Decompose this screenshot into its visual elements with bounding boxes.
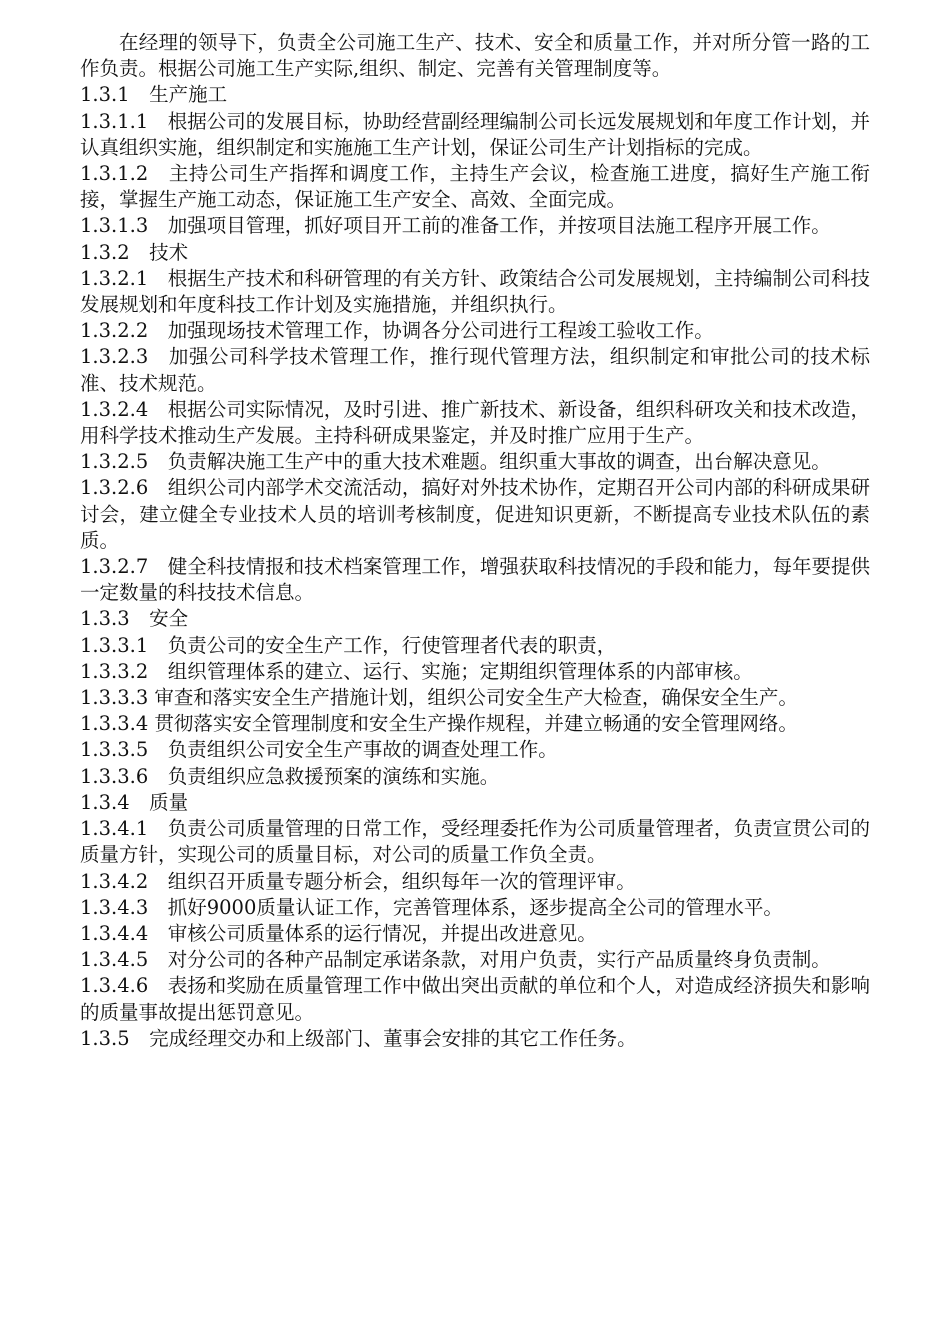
clause-1-3-1-1: 1.3.1.1 根据公司的发展目标，协助经营副经理编制公司长远发展规划和年度工作计划，并认真组织实施，组织制定和实施施工生产计划，保证公司生产计划指标的完成。 xyxy=(80,109,870,159)
clause-1-3-4-1: 1.3.4.1 负责公司质量管理的日常工作，受经理委托作为公司质量管理者，负责宣贯公司的质量方针，实现公司的质量目标，对公司的质量工作负全责。 xyxy=(80,817,870,867)
clause-1-3-4-6: 1.3.4.6 表扬和奖励在质量管理工作中做出突出贡献的单位和个人，对造成经济损失和影响的质量事故提出惩罚意见。 xyxy=(80,974,870,1024)
clause-1-3-4-4: 1.3.4.4 审核公司质量体系的运行情况，并提出改进意见。 xyxy=(80,921,597,945)
clause-1-3-4-5: 1.3.4.5 对分公司的各种产品制定承诺条款，对用户负责，实行产品质量终身负责制。 xyxy=(80,948,831,972)
clause-1-3-3-2: 1.3.3.2 组织管理体系的建立、运行、实施；定期组织管理体系的内部审核。 xyxy=(80,659,753,683)
clause-1-3-4-3: 1.3.4.3 抓好9000质量认证工作，完善管理体系，逐步提高全公司的管理水平。 xyxy=(80,895,783,919)
clause-1-3-5: 1.3.5 完成经理交办和上级部门、董事会安排的其它工作任务。 xyxy=(80,1026,637,1050)
clause-1-3-3-3: 1.3.3.3 审查和落实安全生产措施计划，组织公司安全生产大检查，确保安全生产。 xyxy=(80,686,798,710)
clause-1-3-2-7: 1.3.2.7 健全科技情报和技术档案管理工作，增强获取科技情况的手段和能力，每年要提供一定数量的科技技术信息。 xyxy=(80,555,870,605)
clause-1-3-3-4: 1.3.3.4 贯彻落实安全管理制度和安全生产操作规程，并建立畅通的安全管理网络。 xyxy=(80,712,798,736)
section-heading-technology: 1.3.2 技术 xyxy=(80,240,189,264)
section-heading-quality: 1.3.4 质量 xyxy=(80,790,189,814)
clause-1-3-2-5: 1.3.2.5 负责解决施工生产中的重大技术难题。组织重大事故的调查，出台解决意见。 xyxy=(80,450,831,474)
clause-1-3-3-1: 1.3.3.1 负责公司的安全生产工作，行使管理者代表的职责， xyxy=(80,633,617,657)
clause-1-3-2-6: 1.3.2.6 组织公司内部学术交流活动，搞好对外技术协作，定期召开公司内部的科研成果研讨会，建立健全专业技术人员的培训考核制度，促进知识更新，不断提高专业技术队伍的素质。 xyxy=(80,476,870,552)
clause-1-3-1-2: 1.3.1.2 主持公司生产指挥和调度工作，主持生产会议，检查施工进度，搞好生产施工衔接，掌握生产施工动态，保证施工生产安全、高效、全面完成。 xyxy=(80,162,870,212)
intro-paragraph: 在经理的领导下，负责全公司施工生产、技术、安全和质量工作，并对所分管一路的工作负责。根据公司施工生产实际,组织、制定、完善有关管理制度等。 xyxy=(80,31,870,81)
clause-1-3-2-1: 1.3.2.1 根据生产技术和科研管理的有关方针、政策结合公司发展规划，主持编制公司科技发展规划和年度科技工作计划及实施措施，并组织执行。 xyxy=(80,266,870,317)
clause-1-3-2-4: 1.3.2.4 根据公司实际情况，及时引进、推广新技术、新设备，组织科研攻关和技术改造，用科学技术推动生产发展。主持科研成果鉴定，并及时推广应用于生产。 xyxy=(80,397,870,448)
clause-1-3-3-6: 1.3.3.6 负责组织应急救援预案的演练和实施。 xyxy=(80,764,500,788)
clause-1-3-3-5: 1.3.3.5 负责组织公司安全生产事故的调查处理工作。 xyxy=(80,738,558,762)
section-heading-production: 1.3.1 生产施工 xyxy=(80,83,228,107)
clause-1-3-2-3: 1.3.2.3 加强公司科学技术管理工作，推行现代管理方法，组织制定和审批公司的技术标准、技术规范。 xyxy=(80,345,870,395)
clause-1-3-1-3: 1.3.1.3 加强项目管理，抓好项目开工前的准备工作，并按项目法施工程序开展工作。 xyxy=(80,214,831,238)
clause-1-3-4-2: 1.3.4.2 组织召开质量专题分析会，组织每年一次的管理评审。 xyxy=(80,869,636,893)
document-page xyxy=(80,30,870,1052)
clause-1-3-2-2: 1.3.2.2 加强现场技术管理工作，协调各分公司进行工程竣工验收工作。 xyxy=(80,319,714,343)
section-heading-safety: 1.3.3 安全 xyxy=(80,607,189,631)
